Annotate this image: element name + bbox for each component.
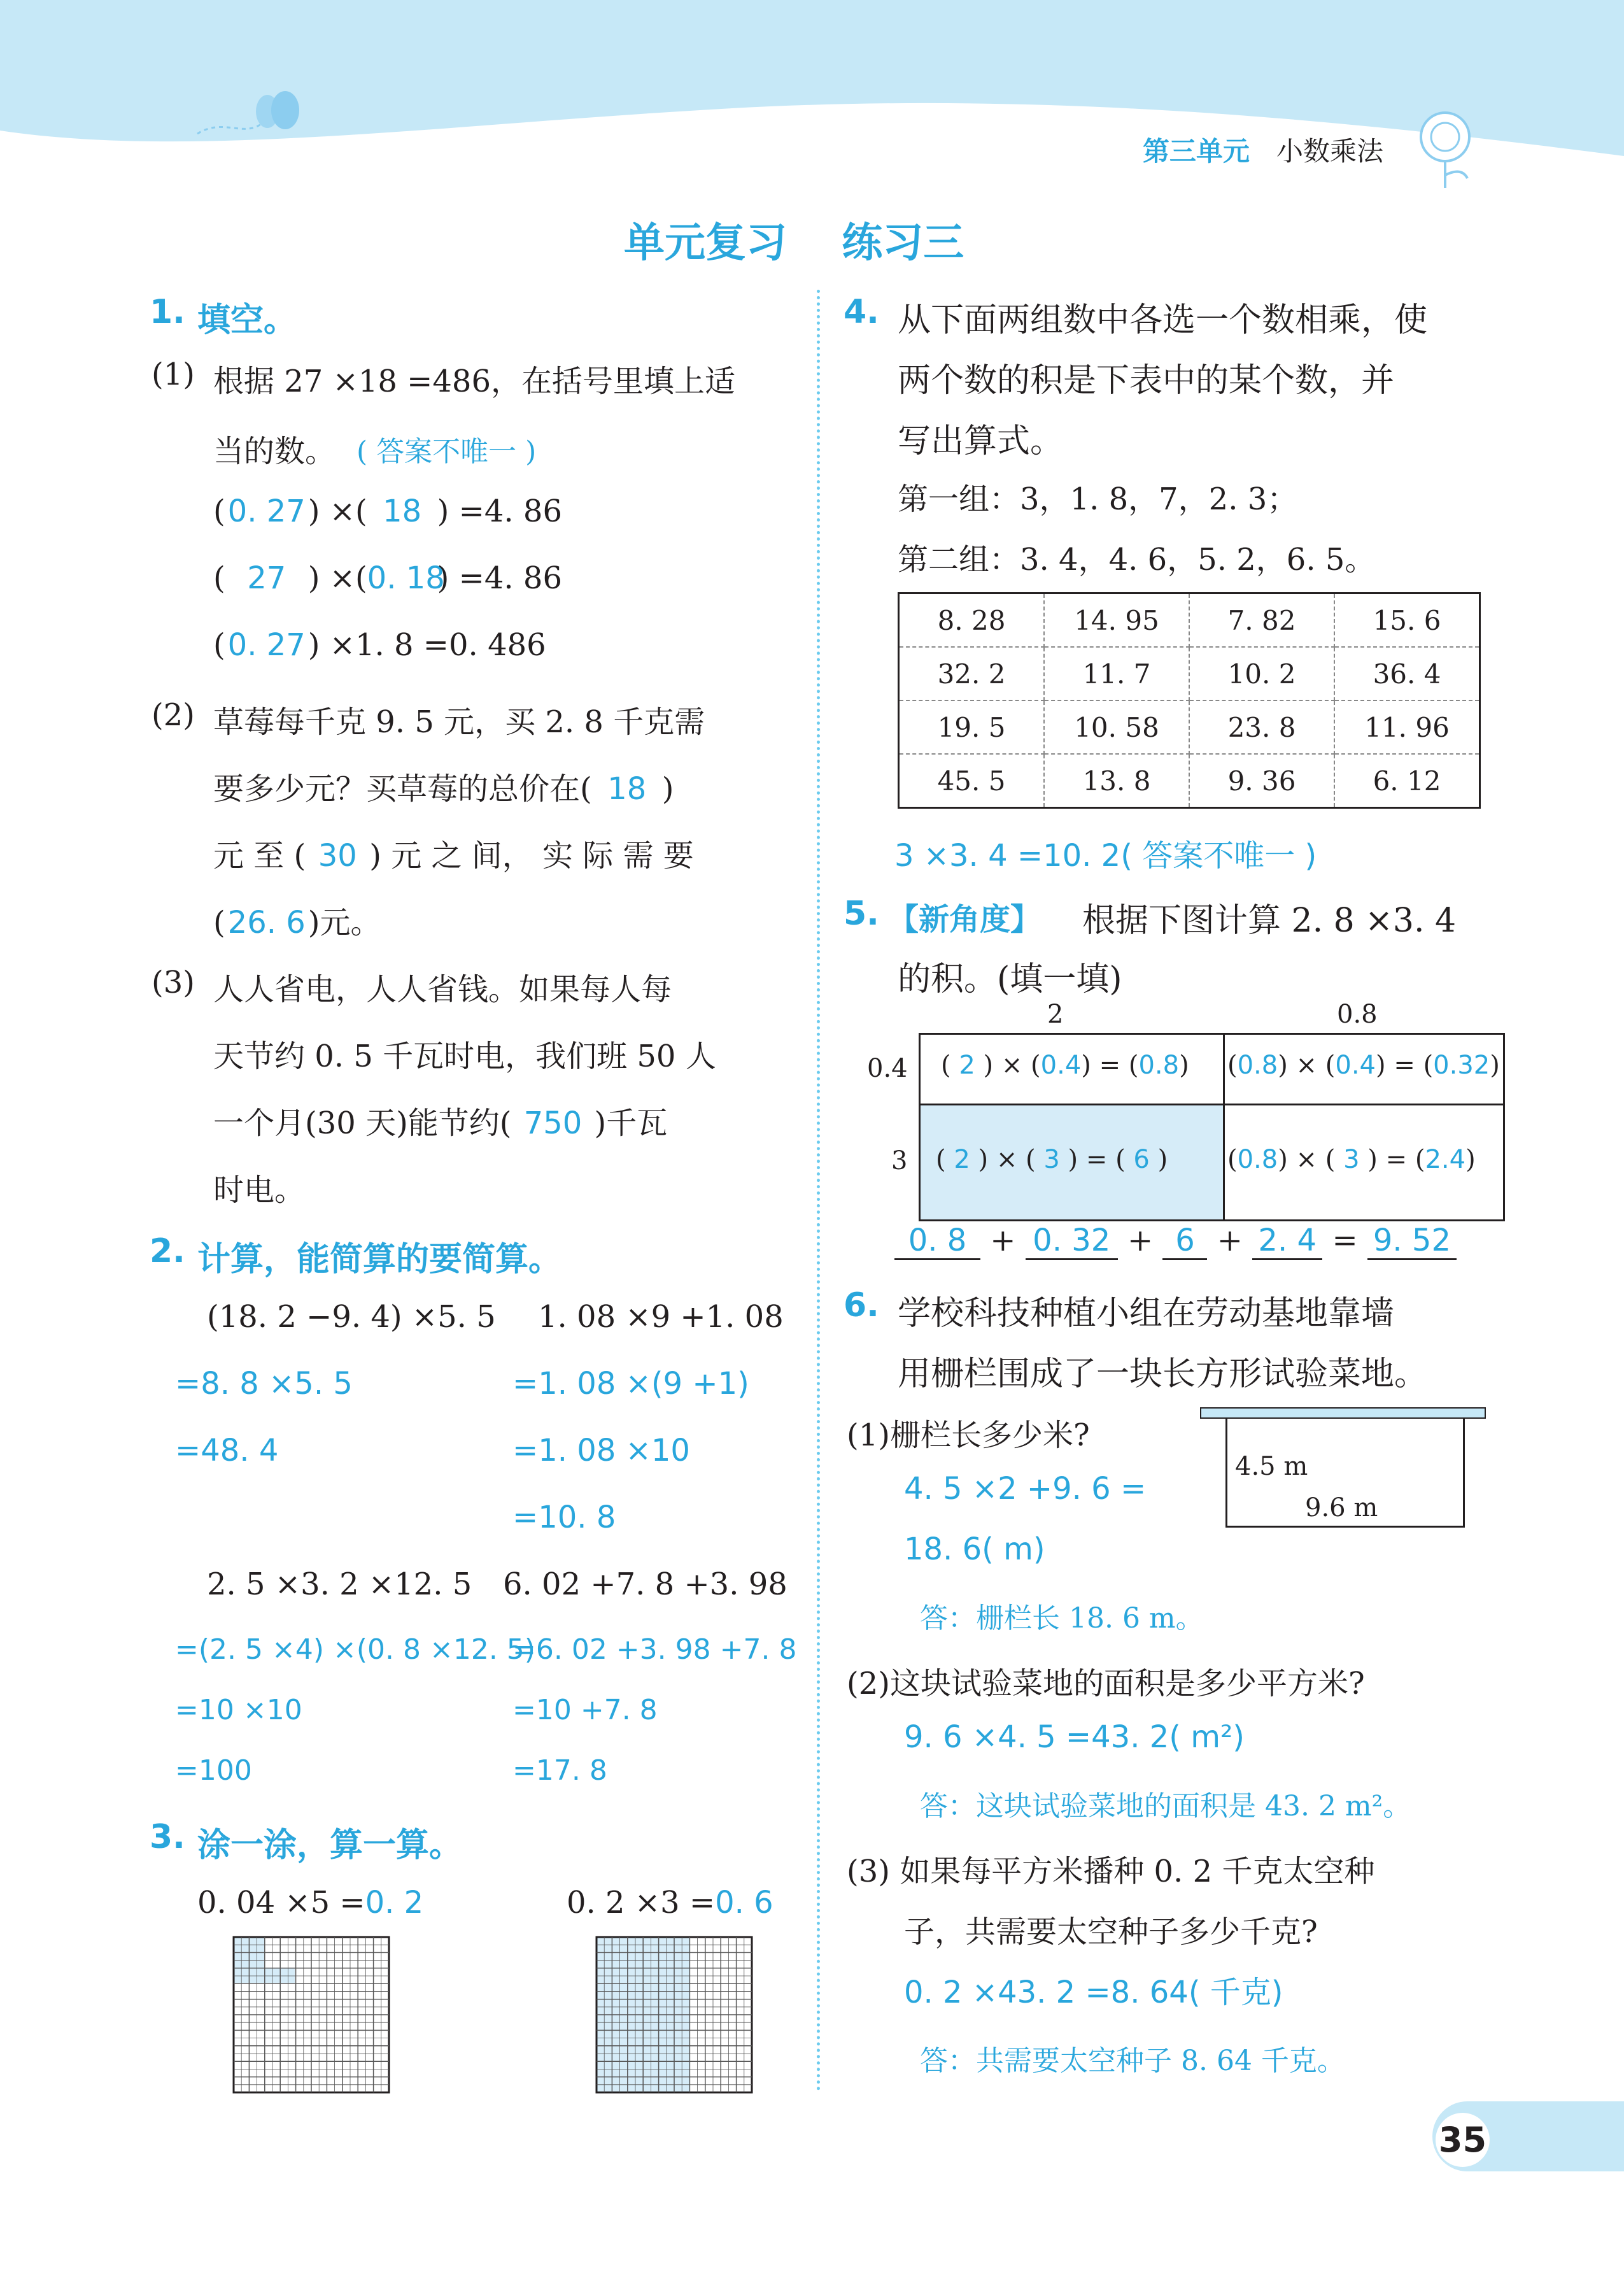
q1-p2-line4: (26. 6)元。 <box>213 905 381 941</box>
q6-p1-ans1: 4. 5 ×2 +9. 6 = <box>904 1471 1147 1507</box>
q1-number: 1. <box>150 293 185 331</box>
q4-line3: 写出算式。 <box>898 422 1064 460</box>
q6-line1: 学校科技种植小组在劳动基地靠墙 <box>898 1295 1395 1333</box>
table-cell: 23. 8 <box>1189 700 1334 754</box>
q2-e2-step2: =1. 08 ×10 <box>512 1433 690 1468</box>
table-cell: 19. 5 <box>899 700 1045 754</box>
q1-p1-text2: 当的数。 <box>213 434 336 469</box>
q5-top-right: 0.8 <box>1337 1000 1378 1029</box>
q1-p2-line2: 要多少元？买草莓的总价在( 18 ) <box>213 771 674 807</box>
column-divider <box>817 290 820 2092</box>
table-cell: 13. 8 <box>1044 754 1189 808</box>
q2-e1-expr: (18. 2 −9. 4) ×5. 5 <box>207 1299 496 1335</box>
q5-top-left: 2 <box>1047 1000 1064 1029</box>
q6-p1: (1)栅栏长多少米? <box>847 1417 1090 1453</box>
q5-side-top: 0.4 <box>867 1054 908 1083</box>
table-cell: 32. 2 <box>899 647 1045 700</box>
q1-p1-text: 根据 27 ×18 =486，在括号里填上适 <box>213 364 735 399</box>
q2-e2-step3: =10. 8 <box>512 1500 616 1535</box>
page-number: 35 <box>1436 2113 1490 2167</box>
q2-e4-step2: =10 +7. 8 <box>512 1694 658 1726</box>
q1-p2-line3: 元 至 ( 30 ) 元 之 间， 实 际 需 要 <box>213 838 694 874</box>
table-cell: 6. 12 <box>1334 754 1480 808</box>
q2-e4-expr: 6. 02 +7. 8 +3. 98 <box>503 1566 787 1602</box>
q2-e3-step2: =10 ×10 <box>175 1694 302 1726</box>
q3-right-grid[interactable] <box>595 1936 754 2095</box>
q5-line2: 的积。(填一填) <box>898 960 1122 998</box>
table-cell: 36. 4 <box>1334 647 1480 700</box>
q2-e3-step1: =(2. 5 ×4) ×(0. 8 ×12. 5) <box>175 1633 535 1666</box>
table-cell: 15. 6 <box>1334 593 1480 648</box>
table-row <box>899 593 1480 648</box>
q6-p3-line2: 子，共需要太空种子多少千克? <box>904 1914 1318 1950</box>
table-cell: 11. 96 <box>1334 700 1480 754</box>
q6-p3-reply: 答：共需要太空种子 8. 64 千克。 <box>920 2045 1345 2077</box>
header-wave <box>0 0 1624 229</box>
q6-p3-line1: (3) 如果每平方米播种 0. 2 千克太空种 <box>847 1854 1375 1889</box>
q5-line1: 根据下图计算 2. 8 ×3. 4 <box>1082 902 1457 940</box>
table-cell: 8. 28 <box>899 593 1045 648</box>
q1-p1-label: (1) <box>152 357 195 392</box>
q4-group2: 第二组：3. 4，4. 6，5. 2，6. 5。 <box>898 542 1376 578</box>
q2-e2-step1: =1. 08 ×(9 +1) <box>512 1366 749 1402</box>
table-cell: 9. 36 <box>1189 754 1334 808</box>
q4-table <box>898 592 1481 809</box>
q6-p3-ans: 0. 2 ×43. 2 =8. 64( 千克) <box>904 1975 1283 2010</box>
q1-p3-label: (3) <box>152 965 195 1000</box>
table-row <box>899 647 1480 700</box>
table-cell: 10. 2 <box>1189 647 1334 700</box>
dim-length: 9.6 m <box>1305 1493 1378 1523</box>
q6-p1-ans2: 18. 6( m) <box>904 1531 1045 1567</box>
q1-p2-label: (2) <box>152 697 195 733</box>
q5-cell-top-left: ( 2 ) × (0.4) = (0.8) <box>941 1051 1189 1080</box>
table-cell: 11. 7 <box>1044 647 1189 700</box>
q3-number: 3. <box>150 1818 185 1856</box>
q2-number: 2. <box>150 1232 185 1270</box>
q3-title: 涂一涂，算一算。 <box>197 1826 463 1864</box>
q5-cell-bottom-left: ( 2 ) × ( 3 ) = ( 6 ) <box>936 1145 1168 1174</box>
q5-number: 5. <box>844 895 879 933</box>
q6-line2: 用栅栏围成了一块长方形试验菜地。 <box>898 1355 1428 1393</box>
q1-p3-line1: 人人省电，人人省钱。如果每人每 <box>213 972 672 1007</box>
q2-title: 计算，能简算的要简算。 <box>197 1240 562 1279</box>
q2-e4-step1: =6. 02 +3. 98 +7. 8 <box>512 1633 797 1666</box>
table-row <box>899 754 1480 808</box>
topic-label: 小数乘法 <box>1276 136 1384 167</box>
q6-p1-reply: 答：栅栏长 18. 6 m。 <box>920 1602 1204 1635</box>
q3-left-expr: 0. 04 ×5 =0. 2 <box>197 1885 424 1920</box>
table-cell: 45. 5 <box>899 754 1045 808</box>
q1-note: ( 答案不唯一 ) <box>357 436 537 468</box>
q6-p2-ans: 9. 6 ×4. 5 =43. 2( m²) <box>904 1719 1245 1755</box>
q6-number: 6. <box>844 1286 879 1324</box>
q2-e4-step3: =17. 8 <box>512 1754 607 1787</box>
q3-left-grid[interactable] <box>232 1936 392 2095</box>
q6-p2-reply: 答：这块试验菜地的面积是 43. 2 m²。 <box>920 1790 1411 1822</box>
table-cell: 7. 82 <box>1189 593 1334 648</box>
q2-e2-expr: 1. 08 ×9 +1. 08 <box>538 1299 784 1335</box>
q5-side-bottom: 3 <box>891 1146 908 1175</box>
q1-p3-line2: 天节约 0. 5 千瓦时电，我们班 50 人 <box>213 1039 716 1074</box>
table-cell: 14. 95 <box>1044 593 1189 648</box>
q4-line1: 从下面两组数中各选一个数相乘，使 <box>898 301 1428 339</box>
flower-icon <box>1421 113 1469 188</box>
q1-p2-line1: 草莓每千克 9. 5 元，买 2. 8 千克需 <box>213 704 705 740</box>
q3-right-expr: 0. 2 ×3 =0. 6 <box>567 1885 773 1920</box>
dim-width: 4.5 m <box>1235 1452 1308 1481</box>
q5-cell-bottom-right: (0.8) × ( 3 ) = (2.4) <box>1227 1145 1476 1174</box>
q2-e1-step2: =48. 4 <box>175 1433 279 1468</box>
q5-sum: 0. 8 + 0. 32 + 6 + 2. 4 = 9. 52 <box>894 1223 1457 1260</box>
page-title: 单元复习 练习三 <box>624 220 964 267</box>
q1-eq3: (0. 27) ×1. 8 =0. 486 <box>213 627 546 663</box>
q2-e3-expr: 2. 5 ×3. 2 ×12. 5 <box>207 1566 472 1602</box>
q1-p3-line3: 一个月(30 天)能节约( 750 )千瓦 <box>213 1105 668 1141</box>
q5-cell-top-right: (0.8) × (0.4) = (0.32) <box>1227 1051 1500 1080</box>
q2-e3-step3: =100 <box>175 1754 252 1787</box>
q4-group1: 第一组：3，1. 8，7，2. 3； <box>898 481 1298 517</box>
unit-label: 第三单元 <box>1143 136 1250 167</box>
q4-number: 4. <box>844 293 879 331</box>
q5-tag: 【新角度】 <box>888 902 1041 937</box>
q1-eq2: ( 27 ) ×(0. 18) =4. 86 <box>213 560 563 596</box>
table-row <box>899 700 1480 754</box>
q2-e1-step1: =8. 8 ×5. 5 <box>175 1366 353 1402</box>
q6-p2: (2)这块试验菜地的面积是多少平方米? <box>847 1666 1365 1701</box>
q4-answer: 3 ×3. 4 =10. 2( 答案不唯一 ) <box>894 838 1317 874</box>
q1-p3-line4: 时电。 <box>213 1172 306 1208</box>
q1-eq1: (0. 27) ×( 18 ) =4. 86 <box>213 493 563 529</box>
table-cell: 10. 58 <box>1044 700 1189 754</box>
q4-line2: 两个数的积是下表中的某个数，并 <box>898 362 1395 400</box>
q1-title: 填空。 <box>197 301 297 339</box>
